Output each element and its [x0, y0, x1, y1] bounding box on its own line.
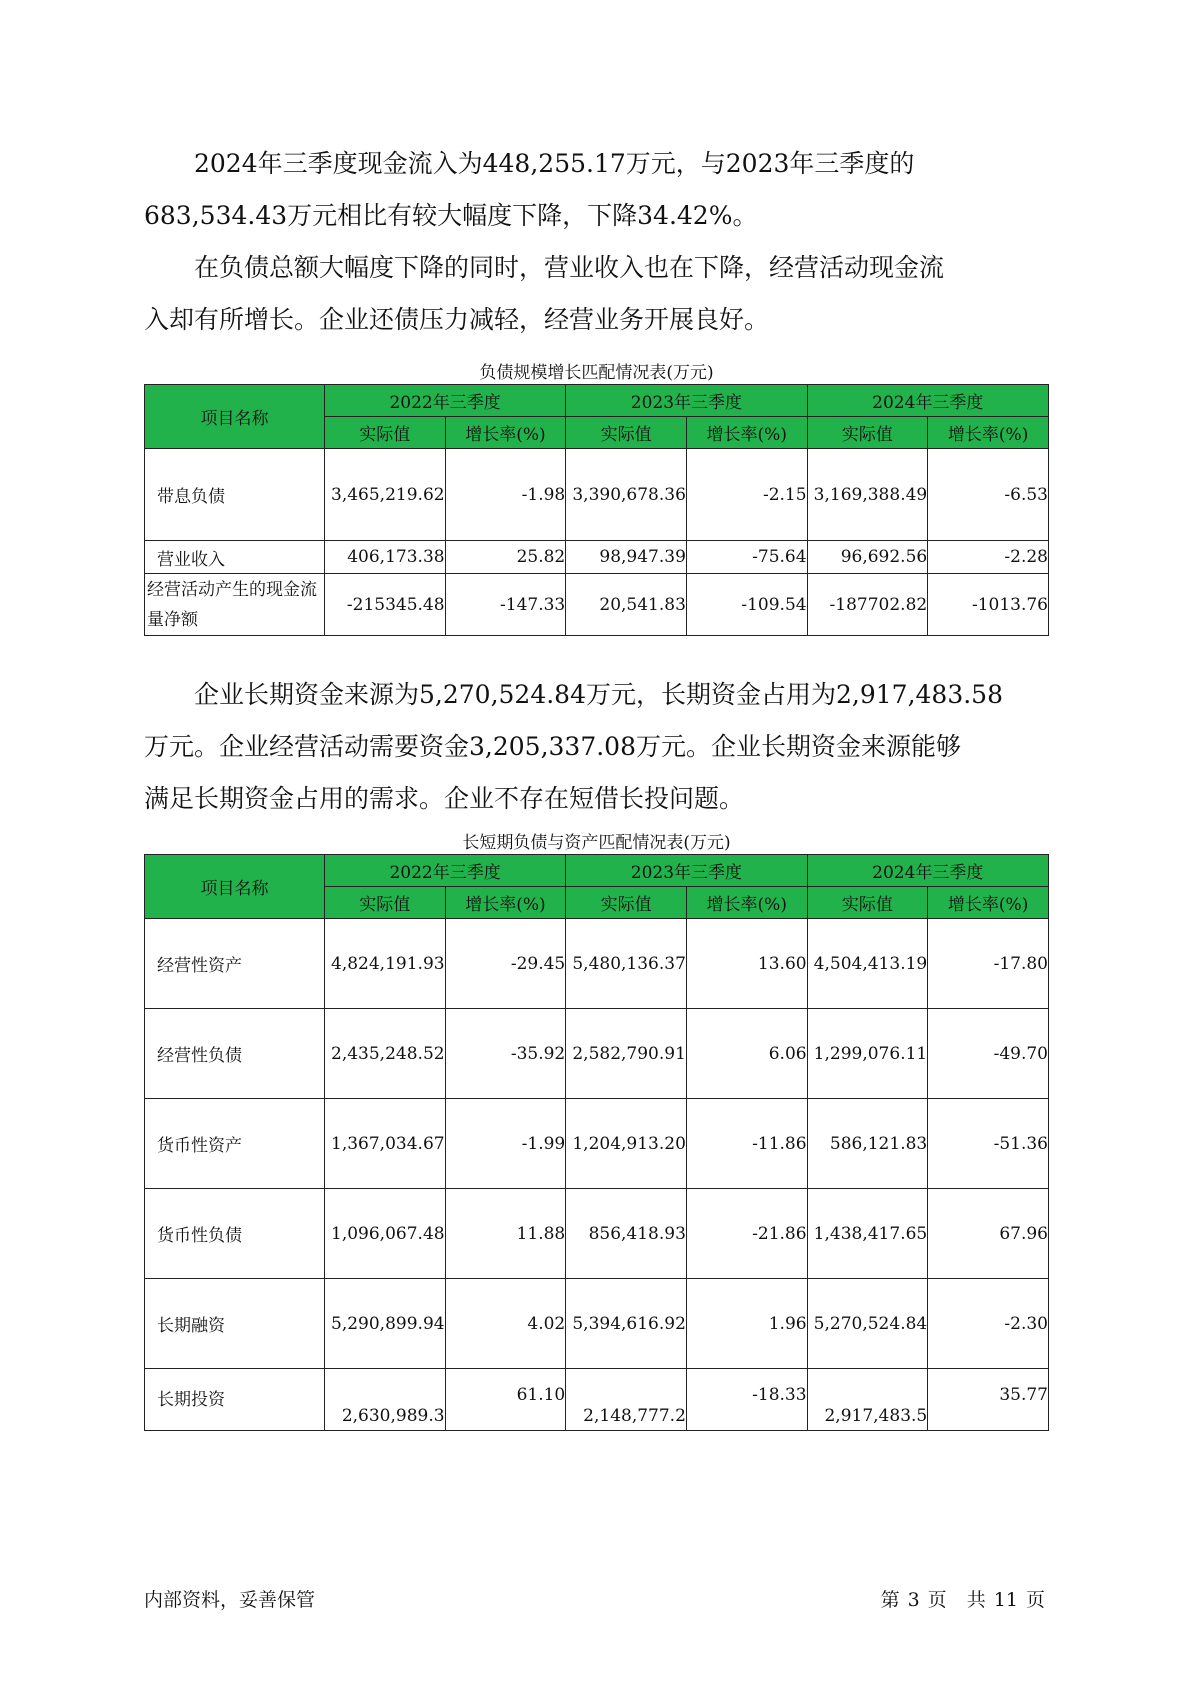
cell-actual: 406,173.38 — [324, 541, 445, 574]
cell-actual: 2,917,483.5 — [807, 1369, 928, 1431]
cell-actual: 3,169,388.49 — [807, 449, 928, 541]
row-label: 经营活动产生的现金流量净额 — [145, 574, 325, 636]
table-row — [145, 1189, 1049, 1279]
debt-growth-table — [144, 384, 1049, 636]
cell-growth: 6.06 — [686, 1009, 807, 1099]
paragraph-line: 入却有所增长。企业还债压力减轻，经营业务开展良好。 — [144, 305, 770, 334]
total-unit: 页 — [1025, 1589, 1045, 1611]
page-prefix: 第 — [880, 1589, 900, 1611]
paragraph-cash-inflow — [144, 138, 1056, 242]
cell-actual: 1,204,913.20 — [566, 1099, 687, 1189]
cell-actual: 96,692.56 — [807, 541, 928, 574]
page-unit: 页 — [927, 1589, 947, 1611]
row-label: 长期投资 — [145, 1369, 325, 1431]
cell-growth: -49.70 — [928, 1009, 1049, 1099]
table-row — [145, 1369, 1049, 1431]
cell-actual: 2,435,248.52 — [324, 1009, 445, 1099]
table-row — [145, 1009, 1049, 1099]
cell-growth: -2.28 — [928, 541, 1049, 574]
header-growth: 增长率(%) — [928, 417, 1049, 449]
header-actual: 实际值 — [324, 417, 445, 449]
header-period: 2023年三季度 — [566, 385, 807, 417]
cell-growth: -17.80 — [928, 919, 1049, 1009]
footer-confidential-note: 内部资料，妥善保管 — [144, 1589, 316, 1611]
row-label: 货币性资产 — [145, 1099, 325, 1189]
table1-caption: 负债规模增长匹配情况表(万元) — [479, 363, 714, 383]
cell-actual: 856,418.93 — [566, 1189, 687, 1279]
paragraph-line: 683,534.43万元相比有较大幅度下降，下降34.42%。 — [144, 201, 758, 230]
cell-actual: 586,121.83 — [807, 1099, 928, 1189]
cell-actual: 2,630,989.3 — [324, 1369, 445, 1431]
page-number: 3 — [907, 1589, 920, 1611]
cell-growth: -1.99 — [445, 1099, 566, 1189]
cell-actual: 3,390,678.36 — [566, 449, 687, 541]
cell-actual: -187702.82 — [807, 574, 928, 636]
total-pages: 11 — [993, 1589, 1018, 1611]
cell-growth: -35.92 — [445, 1009, 566, 1099]
cell-growth: -11.86 — [686, 1099, 807, 1189]
asset-liability-table — [144, 854, 1049, 1431]
cell-growth: 11.88 — [445, 1189, 566, 1279]
cell-growth: -1013.76 — [928, 574, 1049, 636]
cell-growth: -147.33 — [445, 574, 566, 636]
cell-growth: -6.53 — [928, 449, 1049, 541]
header-growth: 增长率(%) — [445, 417, 566, 449]
row-label: 营业收入 — [145, 541, 325, 574]
cell-actual: 5,394,616.92 — [566, 1279, 687, 1369]
cell-actual: 1,096,067.48 — [324, 1189, 445, 1279]
cell-actual: 4,824,191.93 — [324, 919, 445, 1009]
table-row — [145, 541, 1049, 574]
table-row — [145, 1099, 1049, 1189]
table-row — [145, 449, 1049, 541]
cell-growth: -51.36 — [928, 1099, 1049, 1189]
cell-growth: -18.33 — [686, 1369, 807, 1431]
paragraph-line: 企业长期资金来源为5,270,524.84万元，长期资金占用为2,917,483.58 — [194, 680, 1003, 709]
row-label: 经营性资产 — [145, 919, 325, 1009]
cell-growth: -2.30 — [928, 1279, 1049, 1369]
footer-page-indicator — [877, 1585, 1049, 1612]
paragraph-debt-summary — [144, 242, 1056, 346]
cell-actual: 4,504,413.19 — [807, 919, 928, 1009]
cell-growth: 67.96 — [928, 1189, 1049, 1279]
paragraph-line: 2024年三季度现金流入为448,255.17万元，与2023年三季度的 — [194, 149, 915, 178]
cell-growth: -2.15 — [686, 449, 807, 541]
paragraph-long-term-funds — [144, 669, 1056, 825]
paragraph-line: 在负债总额大幅度下降的同时，营业收入也在下降，经营活动现金流 — [194, 253, 945, 282]
cell-actual: 98,947.39 — [566, 541, 687, 574]
cell-actual: 1,299,076.11 — [807, 1009, 928, 1099]
cell-actual: 2,148,777.2 — [566, 1369, 687, 1431]
cell-growth: 13.60 — [686, 919, 807, 1009]
header-period: 2024年三季度 — [807, 855, 1048, 887]
cell-actual: 5,270,524.84 — [807, 1279, 928, 1369]
table-row — [145, 919, 1049, 1009]
header-growth: 增长率(%) — [445, 887, 566, 919]
cell-growth: 35.77 — [928, 1369, 1049, 1431]
table-row — [145, 574, 1049, 636]
header-item-name: 项目名称 — [145, 855, 325, 919]
table-row — [145, 1279, 1049, 1369]
cell-actual: -215345.48 — [324, 574, 445, 636]
cell-actual: 2,582,790.91 — [566, 1009, 687, 1099]
row-label: 货币性负债 — [145, 1189, 325, 1279]
row-label: 长期融资 — [145, 1279, 325, 1369]
cell-actual: 3,465,219.62 — [324, 449, 445, 541]
table2-caption: 长短期负债与资产匹配情况表(万元) — [462, 833, 731, 853]
cell-growth: -21.86 — [686, 1189, 807, 1279]
cell-growth: -75.64 — [686, 541, 807, 574]
header-actual: 实际值 — [807, 417, 928, 449]
header-growth: 增长率(%) — [928, 887, 1049, 919]
cell-growth: 61.10 — [445, 1369, 566, 1431]
row-label: 经营性负债 — [145, 1009, 325, 1099]
cell-growth: -109.54 — [686, 574, 807, 636]
row-label: 带息负债 — [145, 449, 325, 541]
cell-growth: 1.96 — [686, 1279, 807, 1369]
cell-actual: 5,480,136.37 — [566, 919, 687, 1009]
header-item-name: 项目名称 — [145, 385, 325, 449]
cell-actual: 1,367,034.67 — [324, 1099, 445, 1189]
header-actual: 实际值 — [566, 417, 687, 449]
cell-actual: 20,541.83 — [566, 574, 687, 636]
header-period: 2022年三季度 — [324, 855, 565, 887]
cell-growth: -29.45 — [445, 919, 566, 1009]
cell-growth: 4.02 — [445, 1279, 566, 1369]
header-period: 2024年三季度 — [807, 385, 1048, 417]
cell-growth: -1.98 — [445, 449, 566, 541]
total-prefix: 共 — [966, 1589, 986, 1611]
cell-actual: 1,438,417.65 — [807, 1189, 928, 1279]
header-growth: 增长率(%) — [686, 417, 807, 449]
header-period: 2022年三季度 — [324, 385, 565, 417]
header-actual: 实际值 — [807, 887, 928, 919]
cell-growth: 25.82 — [445, 541, 566, 574]
paragraph-line: 万元。企业经营活动需要资金3,205,337.08万元。企业长期资金来源能够 — [144, 732, 961, 761]
header-actual: 实际值 — [566, 887, 687, 919]
header-actual: 实际值 — [324, 887, 445, 919]
header-period: 2023年三季度 — [566, 855, 807, 887]
header-growth: 增长率(%) — [686, 887, 807, 919]
cell-actual: 5,290,899.94 — [324, 1279, 445, 1369]
paragraph-line: 满足长期资金占用的需求。企业不存在短借长投问题。 — [144, 784, 745, 813]
